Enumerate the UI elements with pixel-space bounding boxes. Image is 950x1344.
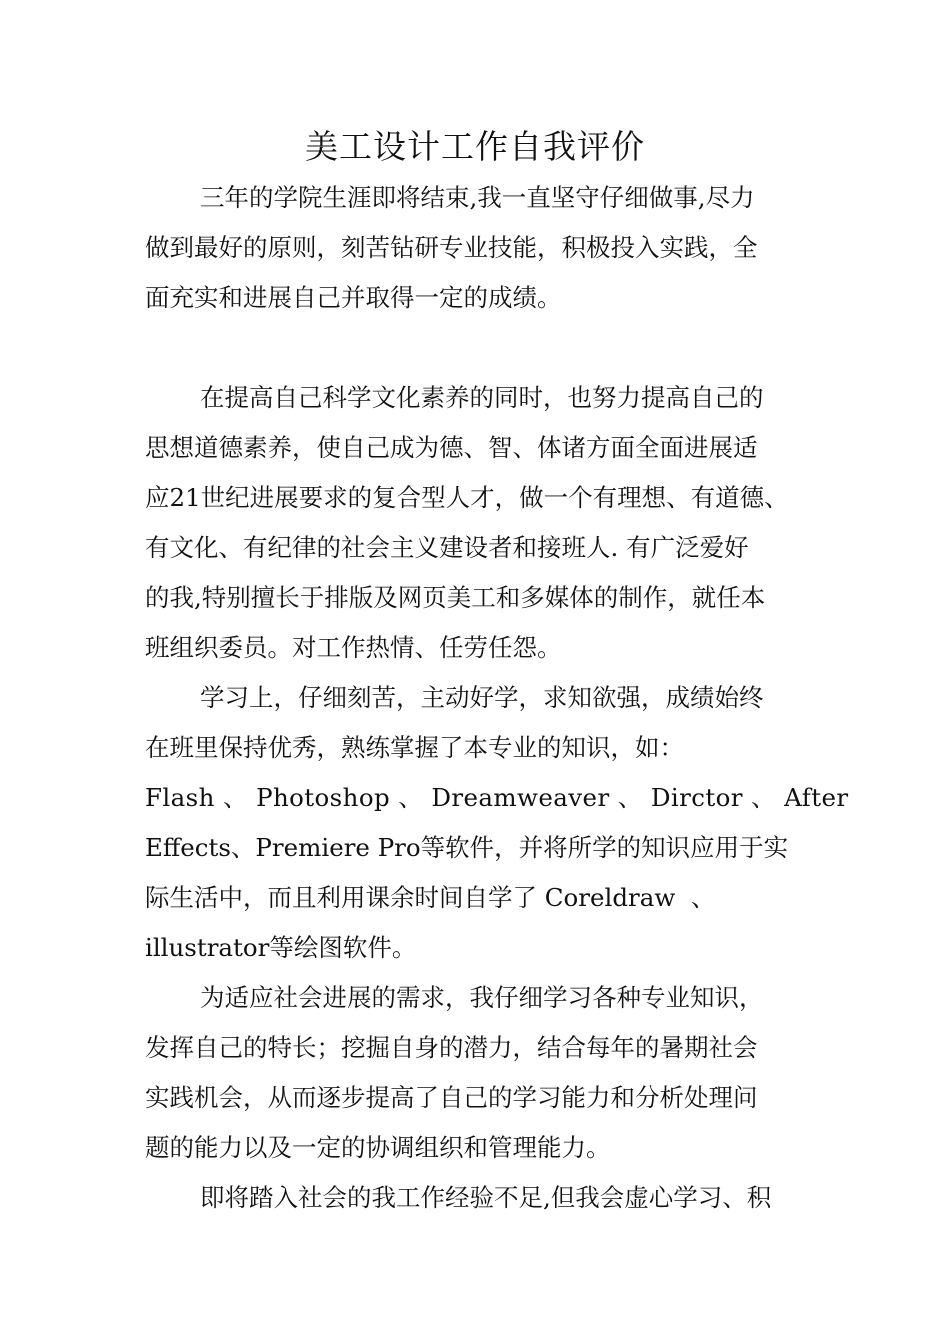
paragraph-1-line-3: 面充实和进展自己并取得一定的成绩。 — [145, 283, 562, 312]
paragraph-3-line-5: 际生活中，而且利用课余时间自学了 Coreldraw 、 — [145, 883, 716, 912]
paragraph-4-line-4: 题的能力以及一定的协调组织和管理能力。 — [145, 1133, 611, 1162]
paragraph-2-line-6: 班组织委员。对工作热情、任劳任怨。 — [145, 633, 562, 662]
paragraph-3-line-2-text: 在班里保持优秀，熟练掌握了本专业的知识，如： — [145, 733, 684, 762]
paragraph-3-line-1: 学习上，仔细刻苦，主动好学，求知欲强，成绩始终 — [200, 683, 764, 712]
paragraph-2-line-1: 在提高自己科学文化素养的同时，也努力提高自己的 — [200, 383, 764, 412]
paragraph-3-line-3: Flash 、 Photoshop 、 Dreamweaver 、 Dirctor 、 After — [145, 783, 849, 812]
paragraph-4-line-3: 实践机会，从而逐步提高了自己的学习能力和分析处理问 — [145, 1083, 758, 1112]
paragraph-4-line-2: 发挥自己的特长；挖掘自身的潜力，结合每年的暑期社会 — [145, 1033, 758, 1062]
paragraph-3-line-6: illustrator等绘图软件。 — [145, 933, 417, 962]
paragraph-1-line-1: 三年的学院生涯即将结束,我一直坚守仔细做事,尽力 — [200, 183, 755, 212]
document-title: 美工设计工作自我评价 — [305, 127, 645, 166]
paragraph-2-line-4: 有文化、有纪律的社会主义建设者和接班人. 有广泛爱好 — [145, 533, 749, 562]
paragraph-2-line-3: 应21世纪进展要求的复合型人才，做一个有理想、有道德、 — [145, 483, 789, 512]
paragraph-1-line-2: 做到最好的原则，刻苦钻研专业技能，积极投入实践，全 — [145, 233, 758, 262]
paragraph-2-line-5: 的我,特别擅长于排版及网页美工和多媒体的制作，就任本 — [145, 583, 766, 612]
paragraph-3-line-4: Effects、Premiere Pro等软件，并将所学的知识应用于实 — [145, 833, 789, 862]
paragraph-4-line-1: 为适应社会进展的需求，我仔细学习各种专业知识， — [200, 983, 764, 1012]
paragraph-2-line-2: 思想道德素养，使自己成为德、智、体诸方面全面进展适 — [145, 433, 758, 462]
paragraph-3-line-2 — [145, 731, 807, 765]
paragraph-5-line-1: 即将踏入社会的我工作经验不足,但我会虚心学习、积 — [200, 1183, 772, 1212]
